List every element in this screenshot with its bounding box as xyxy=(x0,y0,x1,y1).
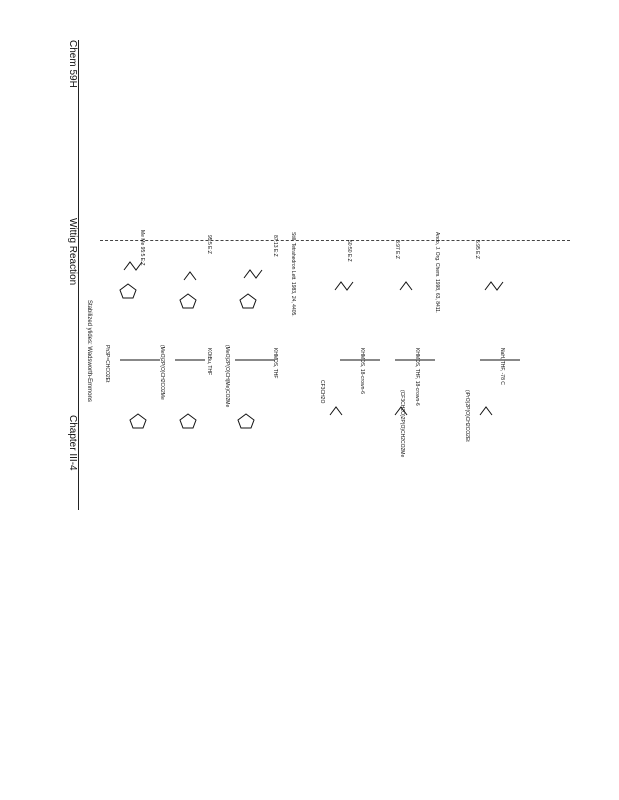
reference-2: Ando, J. Org. Chem. 1998, 63, 8411. xyxy=(434,232,440,314)
reagent-5: (CF3CH2O)2P(O)CH2CO2Me xyxy=(399,390,405,458)
reagent-6: (iPrO)2P(O)CH2CO2Et xyxy=(464,390,470,442)
conditions-2: KOtBu, THF xyxy=(206,348,212,376)
reaction-2 xyxy=(175,272,205,428)
reaction-4 xyxy=(330,282,380,415)
yield-2: 95:5 E:Z xyxy=(206,235,212,254)
conditions-6: NaH, THF, -78 C xyxy=(499,348,505,385)
section-title: Stabilized ylides: Wadsworth-Emmons xyxy=(86,300,92,402)
topic-label: Wittig Reaction xyxy=(67,218,78,286)
chapter-label: Chapter III-4 xyxy=(67,415,78,471)
yield-3: 87:13 E:Z xyxy=(272,235,278,257)
reagent-1: Ph3P=CHCO2Et xyxy=(104,345,110,383)
reagent-2: (MeO)2P(O)CH2CO2Me xyxy=(159,345,165,400)
yield-1: Me Me 95:5 E:Z xyxy=(139,230,145,266)
reaction-3 xyxy=(235,270,275,428)
reagent-3: (MeO)2P(O)CH(Me)CO2Me xyxy=(224,345,230,408)
yield-5: 3:97 E:Z xyxy=(394,240,400,259)
reaction-1 xyxy=(120,262,160,428)
conditions-3: KHMDS, THF xyxy=(272,348,278,379)
yield-6: 5:95 E:Z xyxy=(474,240,480,259)
conditions-5: KHMDS, THF, 18-crown-6 xyxy=(414,348,420,406)
reagent-4: CF3CH2O xyxy=(319,380,325,404)
reference-1: Still, Tetrahedron Lett. 1983, 24, 4405. xyxy=(290,232,296,317)
yield-4: 50:50 E:Z xyxy=(346,240,352,262)
conditions-4: KHMDS, 18-crown-6 xyxy=(359,348,365,394)
course-label: Chem 59H xyxy=(67,40,78,88)
